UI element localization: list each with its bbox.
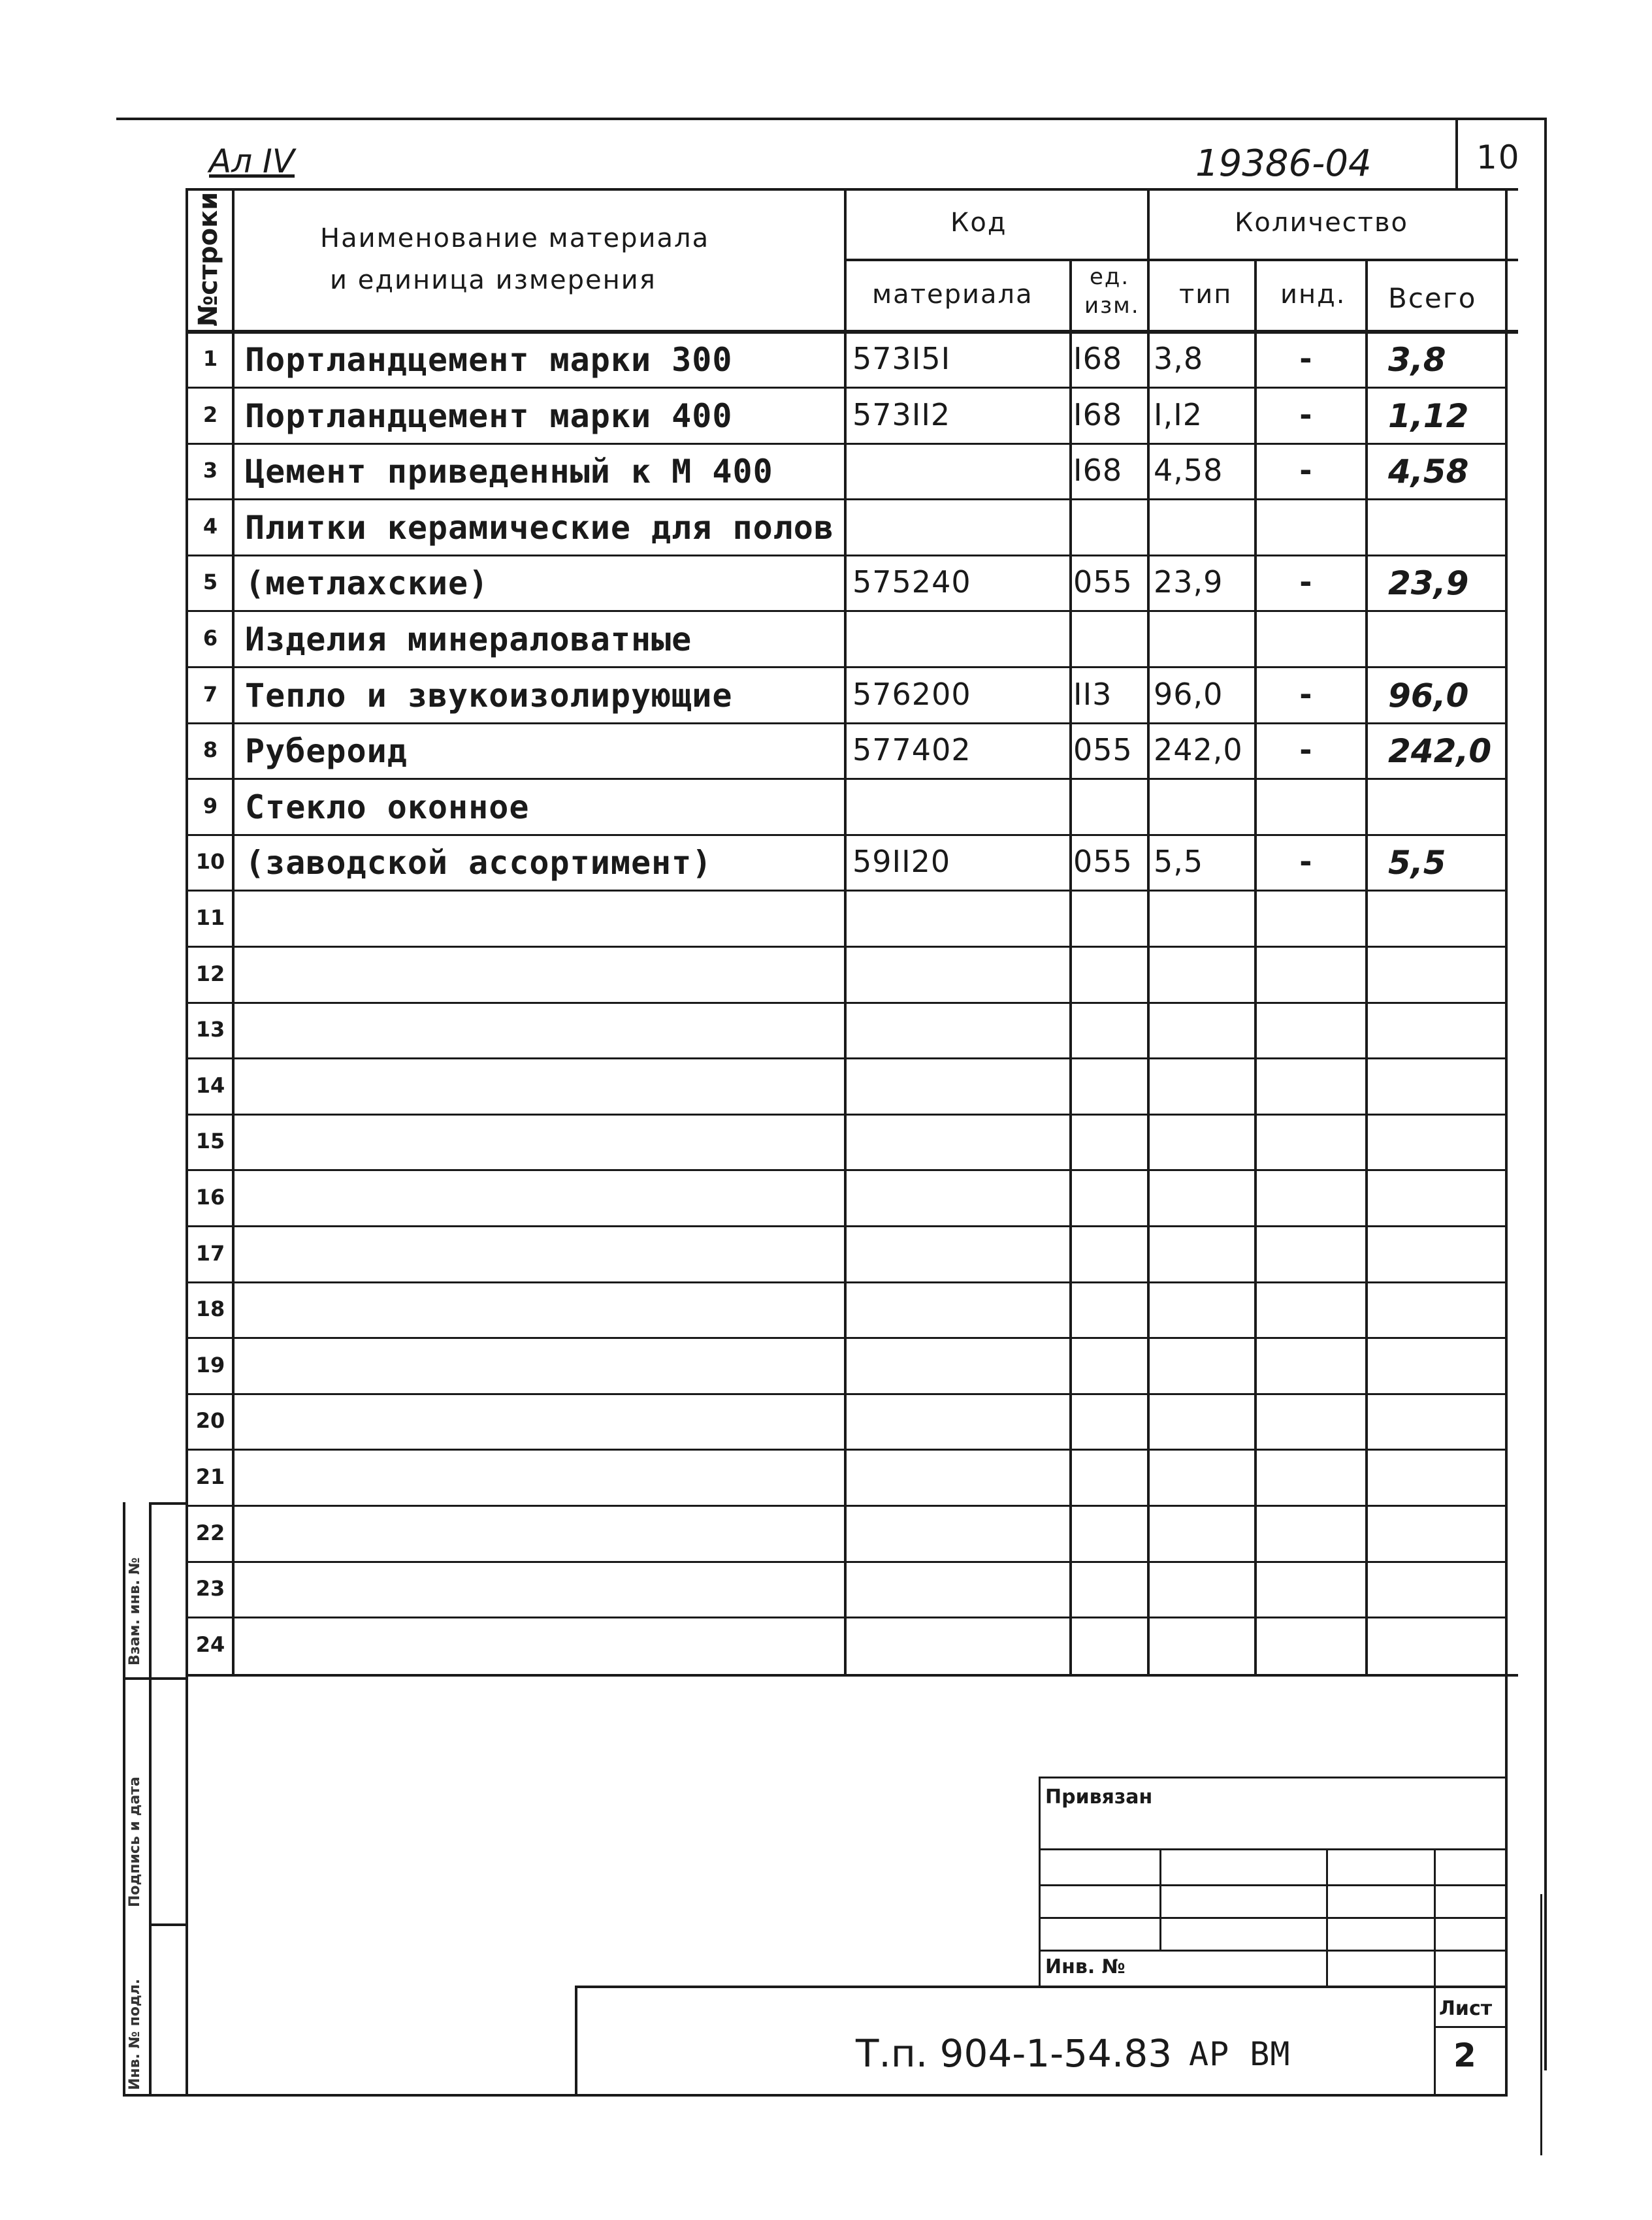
row-number: 11: [195, 905, 225, 930]
material-name: Цемент приведенный к М 400: [245, 453, 773, 491]
quantity-type: 5,5: [1154, 844, 1204, 879]
table-bottom-line: [186, 1674, 1518, 1677]
name-header-line2: и единица измерения: [330, 265, 656, 295]
unit-code: I68: [1073, 453, 1123, 488]
material-name: Портландцемент марки 400: [245, 397, 733, 435]
row-separator: [186, 610, 1508, 612]
right-frame-line: [1544, 118, 1547, 2070]
bound-row-1: [1039, 1848, 1506, 1850]
quantity-ind: -: [1297, 453, 1316, 488]
row-number-header: №строки: [193, 191, 223, 327]
stamp-outer-left: [123, 1502, 125, 2097]
header-bottom-line: [186, 330, 1518, 334]
quantity-header: Количество: [1235, 208, 1409, 238]
bound-block-top: [1039, 1777, 1506, 1778]
material-name: Тепло и звукоизолирующие: [245, 677, 733, 715]
material-name: Портландцемент марки 300: [245, 341, 733, 379]
material-name: Плитки керамические для полов: [245, 509, 834, 547]
quantity-total: 96,0: [1388, 677, 1469, 715]
unit-code: I68: [1073, 341, 1123, 376]
col-line-type: [1147, 188, 1150, 1676]
sheet-label: Лист: [1439, 1997, 1493, 2020]
row-separator: [186, 834, 1508, 836]
drawing-designation: Т.п. 904-1-54.83: [856, 2031, 1173, 2076]
col-line-total: [1365, 259, 1368, 1676]
stamp-divider-3: [149, 1923, 188, 1926]
row-number: 14: [195, 1073, 225, 1098]
row-number: 6: [202, 626, 218, 651]
quantity-ind: -: [1297, 341, 1316, 376]
code-header: Код: [950, 208, 1007, 238]
unit-code: II3: [1073, 677, 1112, 712]
document-code: 19386-04: [1195, 142, 1372, 185]
row-separator: [186, 1393, 1508, 1395]
sheet-label: Ал IV: [209, 142, 295, 180]
right-margin-line: [1540, 1894, 1542, 2155]
row-number: 24: [195, 1632, 225, 1657]
quantity-type: 4,58: [1154, 453, 1223, 488]
qty-ind-header: инд.: [1280, 280, 1346, 310]
material-name: Рубероид: [245, 732, 408, 770]
inv-label: Инв. №: [1045, 1955, 1126, 1978]
quantity-total: 23,9: [1388, 564, 1469, 602]
material-name: (заводской ассортимент): [245, 844, 713, 882]
bound-block-left: [1039, 1777, 1041, 1986]
top-frame-line: [116, 118, 1547, 120]
material-name: (метлахские): [245, 564, 489, 602]
row-number: 16: [195, 1185, 225, 1210]
row-number: 21: [195, 1464, 225, 1489]
bound-col-1: [1159, 1848, 1161, 1950]
row-separator: [186, 387, 1508, 389]
row-number: 19: [195, 1353, 225, 1377]
row-number: 7: [202, 682, 218, 707]
material-code: 577402: [852, 732, 971, 767]
quantity-total: 4,58: [1388, 453, 1469, 491]
quantity-ind: -: [1297, 397, 1316, 432]
quantity-total: 5,5: [1388, 844, 1446, 882]
quantity-ind: -: [1297, 677, 1316, 712]
unit-code: 055: [1073, 564, 1133, 600]
material-name: Стекло оконное: [245, 788, 530, 826]
stamp-inner-left: [149, 1502, 152, 2097]
col-line-ind: [1254, 259, 1257, 1676]
material-code: 575240: [852, 564, 971, 600]
row-separator: [186, 1449, 1508, 1451]
row-number: 12: [195, 961, 225, 986]
unit-code: 055: [1073, 732, 1133, 767]
row-number: 4: [202, 514, 218, 539]
quantity-total: 242,0: [1388, 732, 1492, 770]
sheet-label-line: [1434, 2026, 1506, 2028]
row-number: 22: [195, 1520, 225, 1545]
row-separator: [186, 443, 1508, 445]
material-code: 59II20: [852, 844, 951, 879]
material-code: 576200: [852, 677, 971, 712]
col-line-code: [844, 188, 847, 1676]
row-separator: [186, 778, 1508, 780]
stamp-label-inv-orig: Инв. № подл.: [127, 1978, 143, 2090]
row-separator: [186, 722, 1508, 724]
row-number: 15: [195, 1129, 225, 1153]
row-separator: [186, 1281, 1508, 1283]
row-number: 3: [202, 458, 218, 483]
unit-code: I68: [1073, 397, 1123, 432]
name-header-line1: Наименование материала: [320, 223, 710, 253]
col-line-right: [1505, 188, 1508, 1676]
row-number: 18: [195, 1296, 225, 1321]
stamp-top-line: [575, 1986, 1506, 1988]
row-number: 13: [195, 1017, 225, 1042]
unit-code: 055: [1073, 844, 1133, 879]
bound-row-4: [1039, 1950, 1506, 1952]
quantity-ind: -: [1297, 564, 1316, 600]
stamp-label-sign-date: Подпись и дата: [127, 1777, 143, 1907]
quantity-type: 242,0: [1154, 732, 1243, 767]
stamp-label-replace-inv: Взам. инв. №: [127, 1557, 143, 1665]
quantity-total: 3,8: [1388, 341, 1446, 379]
row-number: 23: [195, 1576, 225, 1601]
subheader-line: [844, 259, 1518, 261]
sheet-number: 2: [1453, 2036, 1477, 2074]
row-number: 9: [202, 794, 218, 818]
row-separator: [186, 1169, 1508, 1171]
bound-label: Привязан: [1045, 1786, 1153, 1809]
row-separator: [186, 890, 1508, 892]
frame-left-bottom: [186, 1674, 188, 2097]
qty-total-header: Всего: [1388, 282, 1477, 314]
stamp-left-line: [575, 1986, 577, 2097]
quantity-total: 1,12: [1388, 397, 1469, 435]
quantity-type: 96,0: [1154, 677, 1223, 712]
stamp-divider-2: [123, 1677, 188, 1680]
row-number: 2: [202, 402, 218, 427]
code-unit-header-line2: изм.: [1084, 293, 1140, 319]
quantity-ind: -: [1297, 844, 1316, 879]
row-separator: [186, 1617, 1508, 1618]
col-line-left: [186, 188, 188, 1676]
row-separator: [186, 498, 1508, 500]
drawing-section: АР ВМ: [1189, 2035, 1291, 2073]
quantity-type: 3,8: [1154, 341, 1204, 376]
row-separator: [186, 666, 1508, 668]
row-separator: [186, 1225, 1508, 1227]
stamp-divider-1: [149, 1502, 188, 1505]
material-code: 573I5I: [852, 341, 951, 376]
code-unit-header-line1: ед.: [1090, 264, 1130, 290]
code-material-header: материала: [872, 280, 1033, 310]
quantity-type: I,I2: [1154, 397, 1203, 432]
page-number-divider: [1455, 118, 1458, 191]
bound-row-3: [1039, 1917, 1506, 1919]
row-separator: [186, 555, 1508, 556]
row-separator: [186, 1337, 1508, 1339]
material-name: Изделия минераловатные: [245, 620, 692, 658]
row-separator: [186, 946, 1508, 948]
frame-bottom-line: [123, 2094, 1508, 2097]
page-number: 10: [1476, 138, 1521, 176]
col-line-unit: [1069, 259, 1072, 1676]
row-separator: [186, 1002, 1508, 1004]
quantity-ind: -: [1297, 732, 1316, 767]
table-top-line: [186, 188, 1518, 191]
row-number: 8: [202, 737, 218, 762]
bound-col-2: [1326, 1848, 1328, 1986]
row-number: 10: [195, 849, 225, 874]
material-code: 573II2: [852, 397, 951, 432]
row-number: 17: [195, 1241, 225, 1266]
row-separator: [186, 1561, 1508, 1563]
qty-type-header: тип: [1179, 280, 1233, 310]
row-number: 1: [202, 346, 218, 371]
row-separator: [186, 1057, 1508, 1059]
row-number: 5: [202, 570, 218, 594]
bound-row-2: [1039, 1884, 1506, 1886]
row-separator: [186, 1505, 1508, 1507]
bound-col-3: [1434, 1848, 1436, 2097]
row-number: 20: [195, 1408, 225, 1433]
quantity-type: 23,9: [1154, 564, 1223, 600]
col-line-rownum: [232, 188, 235, 1676]
row-separator: [186, 1114, 1508, 1116]
